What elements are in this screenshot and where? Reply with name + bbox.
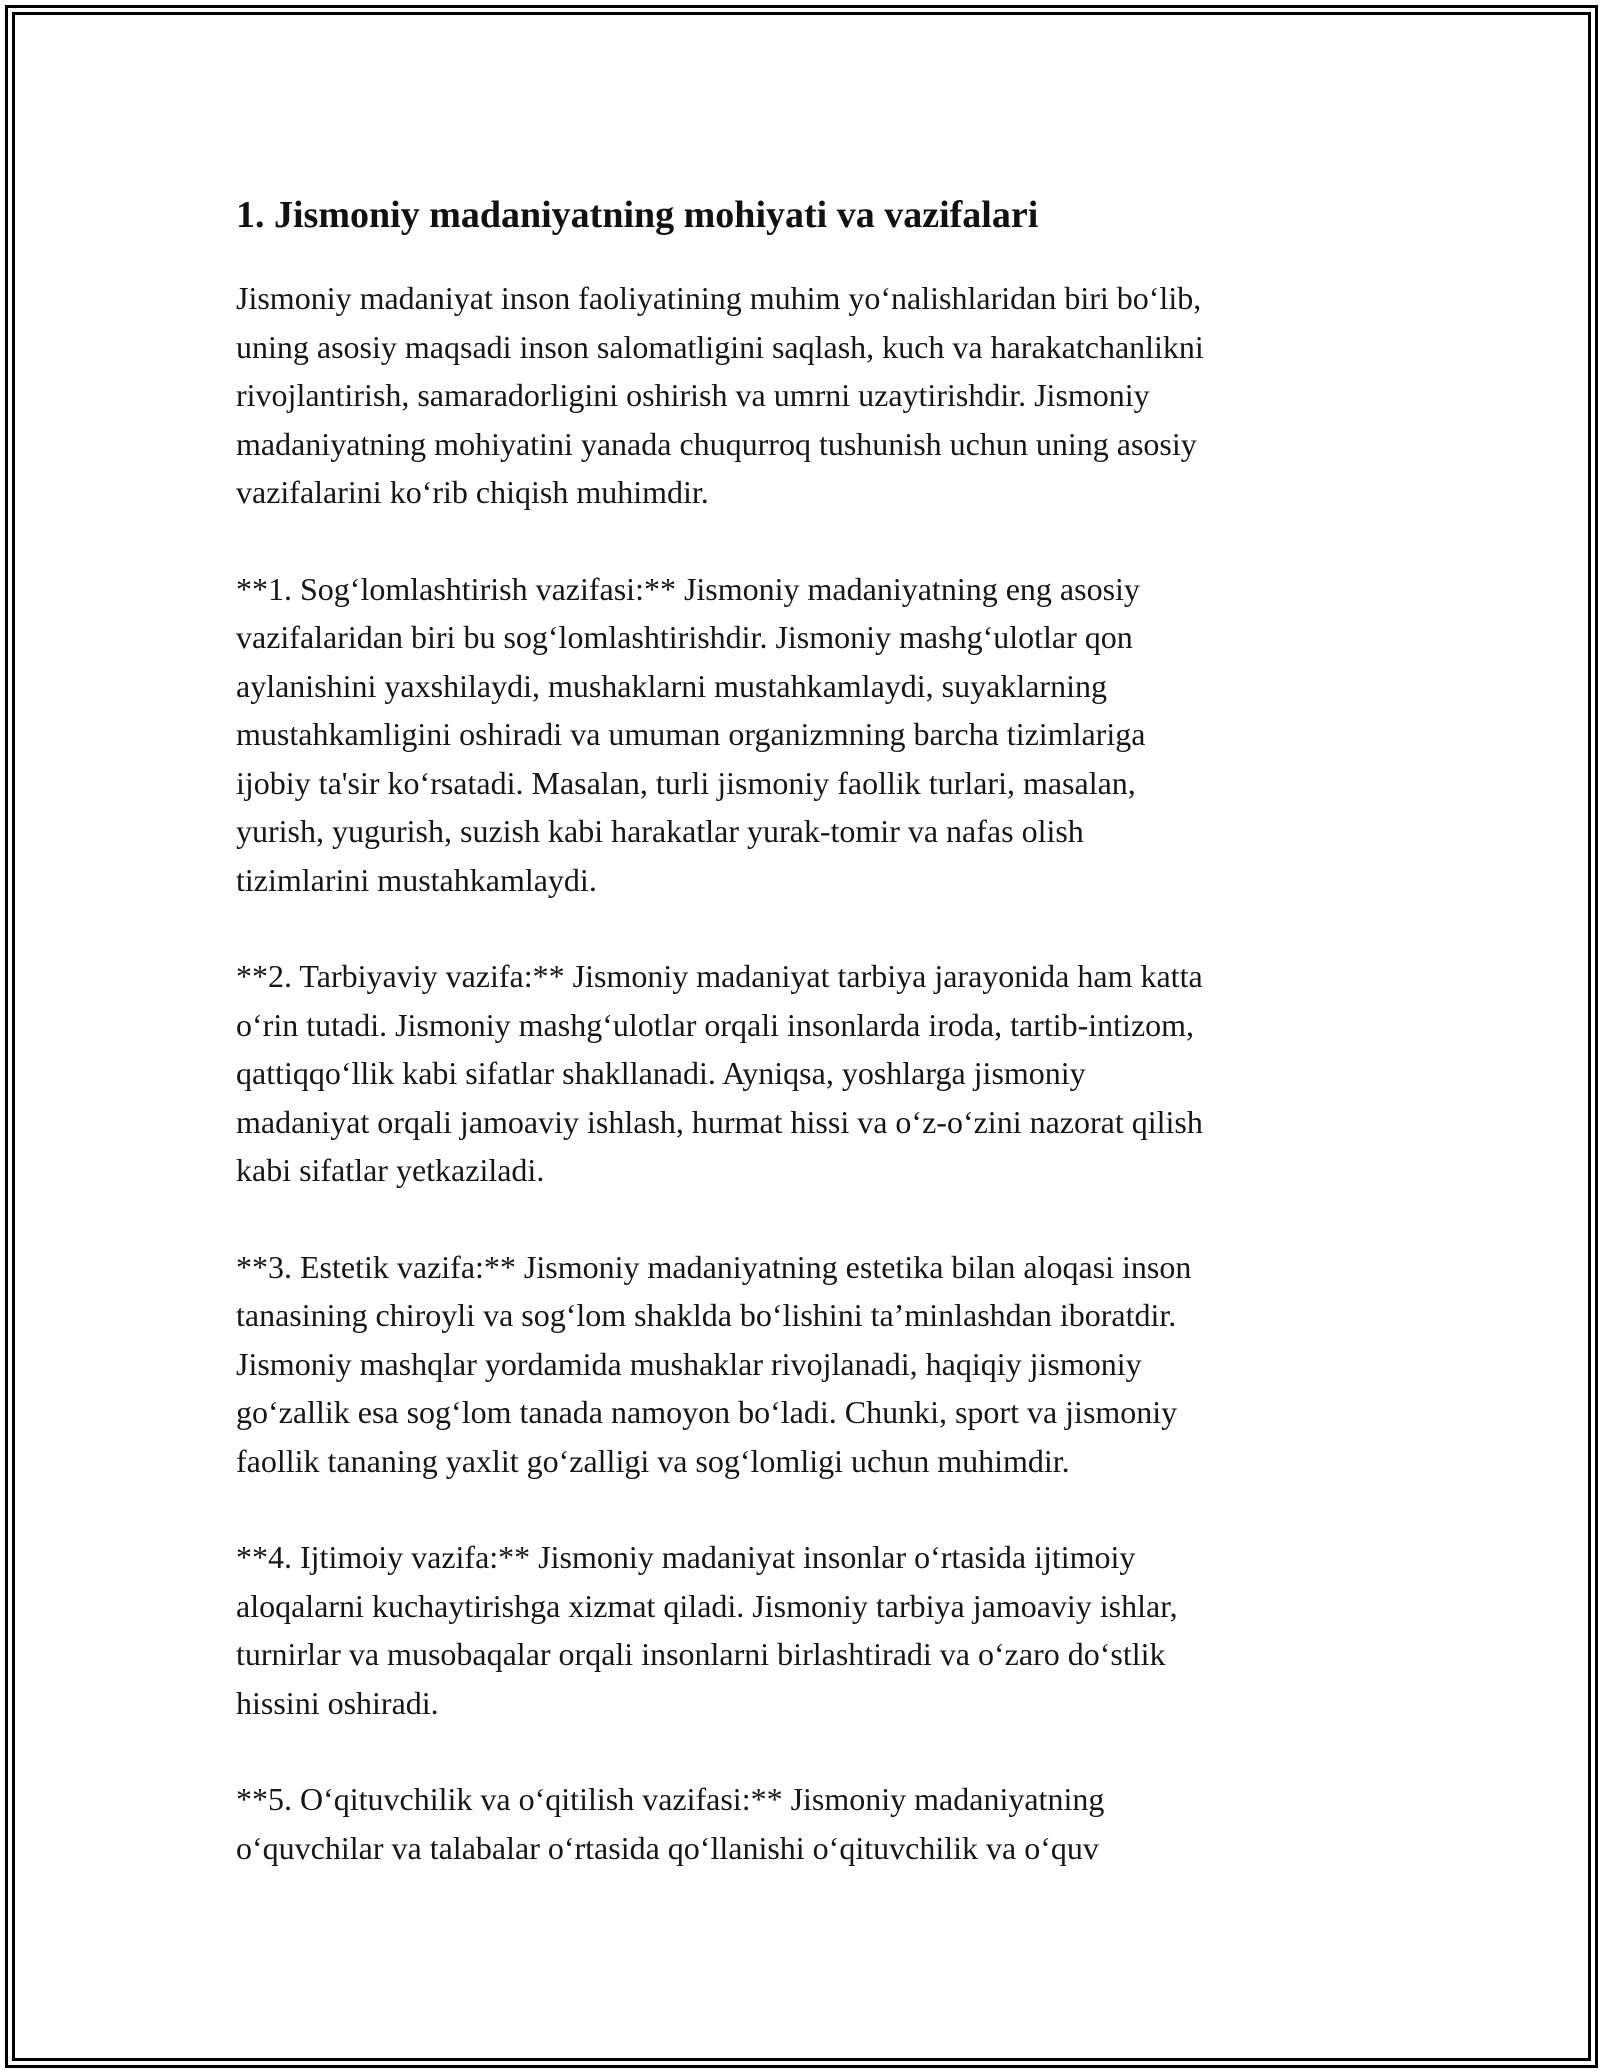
paragraph-health-function: **1. Sog‘lomlashtirish vazifasi:** Jismoniy madaniyatning eng asosiy vazifalaridan biri bu sog‘lomlashtirishdir. Jismoniy mashg‘ulotlar qon aylanishini yaxshilaydi, mushaklarni mustahkamlaydi, suyaklarning mustahkamligini oshiradi va umuman organizmning barcha tizimlariga ijobiy ta'sir ko‘rsatadi. Masalan, turli jismoniy faollik turlari, masalan, yurish, yugurish, suzish kabi harakatlar yurak-tomir va nafas olish tizimlarini mustahkamlaydi. xyxy=(236,570,1146,898)
paragraph-aesthetic-function: **3. Estetik vazifa:** Jismoniy madaniyatning estetika bilan aloqasi inson tanasining chiroyli va sog‘lom shaklda bo‘lishini ta’minlashdan iboratdir. Jismoniy mashqlar yordamida mushaklar rivojlanadi, haqiqiy jismoniy go‘zallik esa sog‘lom tanada namoyon bo‘ladi. Chunki, sport va jismoniy faollik tananing yaxlit go‘zalligi va sog‘lomligi uchun muhimdir. xyxy=(236,1248,1192,1479)
document-title: 1. Jismoniy madaniyatning mohiyati va vazifalari xyxy=(236,194,1039,236)
paragraph-social-function: **4. Ijtimoiy vazifa:** Jismoniy madaniyat insonlar o‘rtasida ijtimoiy aloqalarni kuchaytirishga xizmat qiladi. Jismoniy tarbiya jamoaviy ishlar, turnirlar va musobaqalar orqali insonlarni birlashtiradi va o‘zaro do‘stlik hissini oshiradi. xyxy=(236,1539,1178,1721)
intro-paragraph: Jismoniy madaniyat inson faoliyatining muhim yo‘nalishlaridan biri bo‘lib, uning asosiy maqsadi inson salomatligini saqlash, kuch va harakatchanlikni rivojlantirish, samaradorligini oshirish va umrni uzaytirishdir. Jismoniy madaniyatning mohiyatini yanada chuqurroq tushunish uchun uning asosiy vazifalarini ko‘rib chiqish muhimdir. xyxy=(236,280,1204,510)
paragraph-teaching-function: **5. O‘qituvchilik va o‘qitilish vazifasi:** Jismoniy madaniyatning o‘quvchilar va talabalar o‘rtasida qo‘llanishi o‘qituvchilik va o‘quv xyxy=(236,1781,1105,1866)
document-page xyxy=(236,186,1364,1920)
paragraph-educational-function: **2. Tarbiyaviy vazifa:** Jismoniy madaniyat tarbiya jarayonida ham katta o‘rin tutadi. Jismoniy mashg‘ulotlar orqali insonlarda iroda, tartib-intizom, qattiqqo‘llik kabi sifatlar shakllanadi. Ayniqsa, yoshlarga jismoniy madaniyat orqali jamoaviy ishlash, hurmat hissi va o‘z-o‘zini nazorat qilish kabi sifatlar yetkaziladi. xyxy=(236,958,1203,1188)
